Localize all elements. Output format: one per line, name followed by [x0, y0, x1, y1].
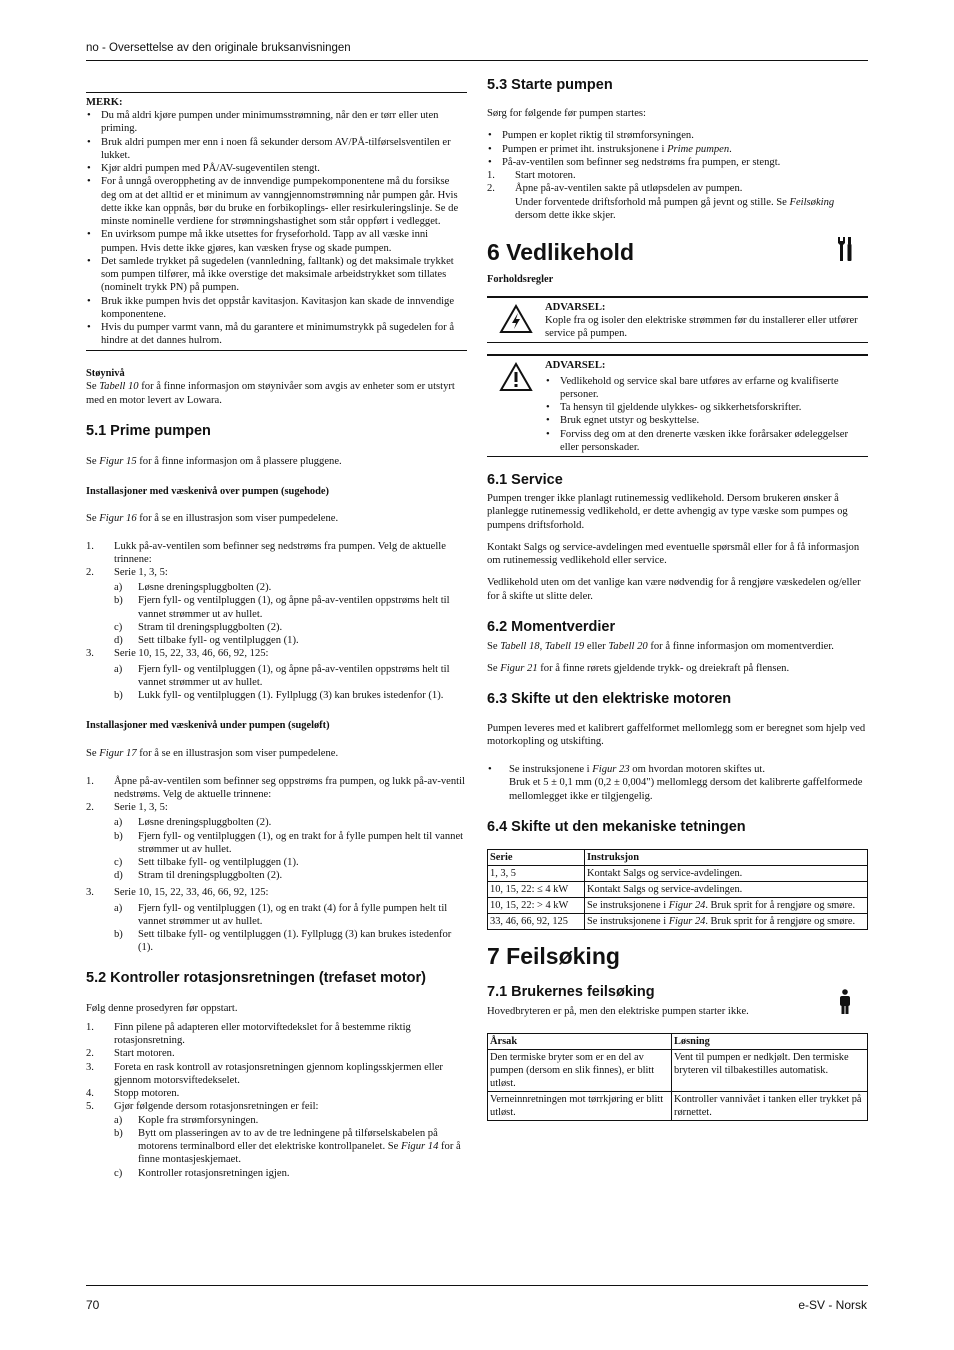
column-header-cause: Årsak	[488, 1033, 672, 1049]
list-item: 3. Serie 10, 15, 22, 33, 46, 66, 92, 125:	[86, 648, 269, 660]
column-header-instruction: Instruksjon	[585, 849, 868, 865]
list-item: • Kjør aldri pumpen med PÅ/AV-sugeventilen stengt.	[86, 162, 467, 175]
sub-step: b) Lukk fyll- og ventilpluggen (1). Fyllplugg (3) kan brukes istedenfor (1).	[114, 690, 444, 702]
sub-step: a) Fjern fyll- og ventilpluggen (1), og en trakt (4) for å fylle pumpen helt til vannet strømmer ut av hullet.	[114, 902, 448, 927]
list-item: 2. Start motoren.	[86, 1048, 175, 1060]
cell-serie: 10, 15, 22: ≤ 4 kW	[488, 881, 585, 897]
figure-ref[interactable]: Figur 23	[592, 764, 630, 776]
table-row	[488, 1091, 868, 1120]
list-item: • Se instruksjonene i Figur 23 om hvordan motoren skiftes ut. Bruk et 5 ± 0,1 mm (0,2 ± 0,004") mellomlegg dersom det kalibrerte gaffelformede mellomlegget ikke er tilgjengelig.	[487, 763, 868, 803]
list-item: • Du må aldri kjøre pumpen under minimumsstrømning, når den er tørr eller uten priming.	[86, 109, 467, 135]
doc-name: e-SV - Norsk	[798, 1298, 867, 1312]
cell-cause: Verneinnretningen mot tørrkjøring er blitt utløst.	[488, 1091, 672, 1120]
sub-step: b) Bytt om plasseringen av to av de tre ledningene på tilførselskabelen på motorens terminalbord eller det elektriske kontrollpanelet. Se Figur 14 for å finne montasjeskjemaet.	[114, 1127, 461, 1166]
note-list	[86, 109, 467, 347]
list-item: 3. Serie 10, 15, 22, 33, 46, 66, 92, 125:	[86, 887, 269, 899]
section-6-4-title: 6.4 Skifte ut den mekaniske tetningen	[487, 818, 746, 835]
sub-step: a) Løsne dreningspluggbolten (2).	[114, 817, 272, 829]
s62-p1: Se Tabell 18, Tabell 19 eller Tabell 20 for å finne informasjon om momentverdier.	[487, 640, 834, 652]
warning-title: ADVARSEL:	[545, 360, 606, 372]
list-item: • Pumpen er koplet riktig til strømforsyningen.	[487, 129, 868, 142]
section-6-3-title: 6.3 Skifte ut den elektriske motoren	[487, 691, 732, 708]
s71-intro: Hovedbryteren er på, men den elektriske pumpen starter ikke.	[487, 1005, 749, 1017]
list-item: 3. Foreta en rask kontroll av rotasjonsretningen gjennom koplingsskjermen eller gjennom motorsviftedekselet.	[86, 1061, 443, 1086]
s61-p1: Pumpen trenger ikke planlagt rutinemessig vedlikehold. Dersom brukeren ønsker å planlegge rutinemessig vedlikehold, er dette avhengig av type væske som pumpes og pumpens driftsforhold.	[487, 493, 848, 531]
right-column	[487, 76, 868, 1121]
figure-ref[interactable]: Figur 24	[668, 915, 706, 927]
cell-instruction: Se instruksjonene i Figur 24. Bruk sprit for å rengjøre og smøre.	[585, 897, 868, 913]
s51-list-b-3	[86, 886, 467, 899]
figure-ref[interactable]: Figur 16	[99, 513, 137, 525]
table-row	[488, 1049, 868, 1091]
chapter-6-title: 6 Vedlikehold	[487, 239, 634, 265]
s71-head	[487, 983, 868, 1019]
s51-list-a-3	[86, 647, 467, 660]
list-item: 2. Serie 1, 3, 5:	[86, 566, 168, 578]
s51-intro: Se Figur 15 for å finne informasjon om å plassere pluggene.	[86, 456, 342, 468]
section-5-1-title: 5.1 Prime pumpen	[86, 422, 211, 439]
warning-electrical	[487, 296, 868, 344]
merk-bottom-rule	[86, 350, 467, 351]
cell-cause: Den termiske bryter som er en del av pumpen (dersom en slik finnes), er blitt utløst.	[488, 1049, 672, 1091]
list-item: • For å unngå overoppheting av de innvendige pumpekomponentene må du forsikse deg om at det alltid er et minimum av vanngjennomstrømning når pumpen går. Hvis dette ikke kan oppnås, bør du bruke en forbikoplings- eller resirkuleringslinje. Se de minste nominelle verdiene for strømningshastighet som står oppført i vedlegget.	[86, 175, 467, 228]
section-6-1-title: 6.1 Service	[487, 472, 563, 489]
table-ref[interactable]: Tabell 20	[608, 640, 648, 652]
s61-p2: Kontakt Salgs og service-avdelingen med eventuelle spørsmål eller for å få informasjon om rutinemessig vedlikehold eller service.	[487, 541, 860, 567]
note-title: MERK:	[86, 97, 123, 108]
left-column	[86, 92, 467, 1180]
sub-steps	[114, 902, 467, 955]
footer-rule	[86, 1285, 868, 1286]
s51-subheading-2: Installasjoner med væskenivå under pumpen (sugeløft)	[86, 720, 330, 732]
seal-table	[487, 849, 868, 930]
sub-steps	[114, 1114, 467, 1180]
list-item: • En uvirksom pumpe må ikke utsettes for fryseforhold. Tapp av all væske inni pumpen. Hvis dette ikke gjøres, kan væsken fryse og skade pumpen.	[86, 228, 467, 254]
column-header-serie: Serie	[488, 849, 585, 865]
list-item: • På-av-ventilen som befinner seg nedstrøms fra pumpen, er stengt.	[487, 156, 868, 169]
page-header: no - Oversettelse av den originale bruksanvisningen	[86, 42, 351, 54]
list-item: 1. Finn pilene på adapteren eller motorviftedekslet for å bestemme riktig rotasjonsretning.	[86, 1021, 411, 1047]
electrical-warning-icon	[487, 301, 545, 341]
sub-step: d) Sett tilbake fyll- og ventilpluggen (1).	[114, 635, 299, 647]
troubleshooting-table	[487, 1033, 868, 1121]
section-7-1-title: 7.1 Brukernes feilsøking	[487, 983, 655, 1000]
figure-ref[interactable]: Figur 21	[500, 663, 538, 675]
s53-bullets	[487, 129, 868, 169]
list-item: • Forviss deg om at den drenerte væsken ikke forårsaker ødeleggelser eller personskader.	[545, 428, 868, 454]
warning-title: ADVARSEL:	[545, 301, 606, 313]
user-icon	[838, 989, 852, 1019]
sub-step: a) Løsne dreningspluggbolten (2).	[114, 582, 272, 594]
sub-steps	[114, 663, 467, 703]
list-item: • Det samlede trykket på sugedelen (vannledning, falltank) og det maksimale trykket som pumpen tilfører, må ikke overstige det maksimale arbeidstrykket som tillates (nominelt trykk PN) på pumpen.	[86, 255, 467, 295]
cell-solution: Kontroller vannivået i tanken eller trykket på rørnettet.	[672, 1091, 868, 1120]
list-item: • Hvis du pumper varmt vann, må du garantere et minimumstrykk på sugedelen for å hindre at det dannes hulrom.	[86, 321, 467, 347]
list-item: 4. Stopp motoren.	[86, 1088, 180, 1100]
sub-steps	[114, 816, 467, 882]
table-row	[488, 913, 868, 929]
s53-steps	[487, 169, 868, 222]
cell-instruction: Kontakt Salgs og service-avdelingen.	[585, 881, 868, 897]
section-5-3-title: 5.3 Starte pumpen	[487, 77, 613, 93]
table-ref[interactable]: Tabell 19	[544, 640, 585, 652]
table-row	[488, 897, 868, 913]
section-ref[interactable]: Feilsøking	[789, 196, 835, 208]
precautions-heading: Forholdsregler	[487, 273, 554, 285]
s51-p2: Se Figur 16 for å se en illustrasjon som viser pumpedelene.	[86, 513, 339, 525]
header-rule	[86, 60, 868, 61]
s62-p2: Se Figur 21 for å finne rørets gjeldende trykk- og dreiekraft på flensen.	[487, 663, 790, 675]
table-ref[interactable]: Tabell 10	[99, 381, 139, 393]
section-5-2-title: 5.2 Kontroller rotasjonsretningen (trefaset motor)	[86, 969, 426, 986]
list-item: 1. Lukk på-av-ventilen som befinner seg nedstrøms fra pumpen. Velg de aktuelle trinnene:	[86, 540, 446, 565]
figure-ref[interactable]: Figur 15	[99, 456, 137, 468]
s52-steps	[86, 1021, 467, 1114]
warning-list	[545, 375, 868, 454]
list-item: • Vedlikehold og service skal bare utføres av erfarne og kvalifiserte personer.	[545, 375, 868, 401]
list-item: • Bruk aldri pumpen mer enn i noen få sekunder dersom AV/PÅ-tilførselsventilen er lukket.	[86, 136, 467, 162]
list-item: • Bruk ikke pumpen hvis det oppstår kavitasjon. Kavitasjon kan skade de innvendige komponentene.	[86, 295, 467, 321]
cell-instruction: Se instruksjonene i Figur 24. Bruk sprit for å rengjøre og smøre.	[585, 913, 868, 929]
cell-serie: 10, 15, 22: > 4 kW	[488, 897, 585, 913]
noise-heading: Støynivå	[86, 368, 125, 380]
sub-step: c) Stram til dreningspluggbolten (2).	[114, 621, 283, 633]
sub-step: a) Kople fra strømforsyningen.	[114, 1114, 259, 1126]
cell-serie: 33, 46, 66, 92, 125	[488, 913, 585, 929]
figure-ref[interactable]: Figur 24	[668, 899, 706, 911]
list-item: • Bruk egnet utstyr og beskyttelse.	[545, 414, 868, 427]
warning-general	[487, 354, 868, 457]
list-item: 2. Åpne på-av-ventilen sakte på utløpsdelen av pumpen. Under forventede driftsforhold må pumpen gå jevnt og stille. Se Feilsøking dersom dette ikke skjer.	[487, 183, 835, 221]
s52-intro: Følg denne prosedyren før oppstart.	[86, 1002, 238, 1014]
list-item: 1. Åpne på-av-ventilen som befinner seg oppstrøms fra pumpen, og lukk på-av-ventil nedstrøms. Velg de aktuelle trinnene:	[86, 775, 465, 800]
list-item: • Pumpen er primet iht. instruksjonene i Prime pumpen.	[487, 143, 868, 156]
s51-subheading-1: Installasjoner med væskenivå over pumpen (sugehode)	[86, 486, 329, 498]
column-header-solution: Løsning	[672, 1033, 868, 1049]
s61-p3: Vedlikehold uten om det vanlige kan være nødvendig for å rengjøre væskedelen og/eller for å skifte ut slitte deler.	[487, 577, 861, 602]
general-warning-icon	[487, 359, 545, 454]
list-item: 5. Gjør følgende dersom rotasjonsretningen er feil:	[86, 1101, 319, 1113]
s51-list-b	[86, 775, 467, 815]
cell-instruction: Kontakt Salgs og service-avdelingen.	[585, 865, 868, 881]
merk-top-rule	[86, 92, 467, 93]
chapter-6-heading	[487, 236, 868, 269]
sub-step: c) Kontroller rotasjonsretningen igjen.	[114, 1167, 290, 1179]
s51-p3: Se Figur 17 for å se en illustrasjon som viser pumpedelene.	[86, 748, 339, 760]
cell-serie: 1, 3, 5	[488, 865, 585, 881]
table-ref[interactable]: Tabell 18	[500, 640, 540, 652]
section-ref[interactable]: Prime pumpen	[667, 143, 730, 155]
s63-bullets	[487, 763, 868, 803]
table-row	[488, 881, 868, 897]
s63-p1: Pumpen leveres med et kalibrert gaffelformet mellomlegg som er beregnet som hjelp ved motorkopling og utskifting.	[487, 722, 866, 747]
noise-text: Se Tabell 10 for å finne informasjon om støynivåer som avgis av enheter som er utstyrt med en motor levert av Lowara.	[86, 381, 455, 406]
table-row	[488, 865, 868, 881]
tools-icon	[836, 236, 854, 269]
sub-step: b) Sett tilbake fyll- og ventilpluggen (1). Fyllplugg (3) kan brukes istedenfor (1).	[114, 929, 452, 954]
sub-step: d) Stram til dreningspluggbolten (2).	[114, 870, 283, 882]
section-6-2-title: 6.2 Momentverdier	[487, 618, 616, 635]
sub-step: a) Fjern fyll- og ventilpluggen (1), og åpne på-av-ventilen oppstrøms helt til vannet strømmer ut av hullet.	[114, 663, 450, 688]
warning-text: Kople fra og isoler den elektriske strømmen før du installerer eller utfører service på pumpen.	[545, 314, 858, 340]
sub-step: b) Fjern fyll- og ventilpluggen (1), og åpne på-av-ventilen oppstrøms helt til vannet strømmer ut av hullet.	[114, 595, 450, 620]
figure-ref[interactable]: Figur 14	[401, 1141, 439, 1153]
s53-intro: Sørg for følgende før pumpen startes:	[487, 108, 646, 120]
chapter-7-title: 7 Feilsøking	[487, 942, 620, 969]
sub-step: c) Sett tilbake fyll- og ventilpluggen (1).	[114, 856, 299, 868]
sub-steps	[114, 581, 467, 647]
cell-solution: Vent til pumpen er nedkjølt. Den termiske bryteren vil tilbakestilles automatisk.	[672, 1049, 868, 1091]
s51-list-a	[86, 540, 467, 580]
page-number: 70	[86, 1298, 100, 1312]
list-item: 2. Serie 1, 3, 5:	[86, 802, 168, 814]
figure-ref[interactable]: Figur 17	[99, 748, 137, 760]
list-item: • Ta hensyn til gjeldende ulykkes- og sikkerhetsforskrifter.	[545, 401, 868, 414]
list-item: 1. Start motoren.	[487, 170, 576, 182]
sub-step: b) Fjern fyll- og ventilpluggen (1), og en trakt for å fylle pumpen helt til vannet strømmer ut av hullet.	[114, 830, 464, 855]
